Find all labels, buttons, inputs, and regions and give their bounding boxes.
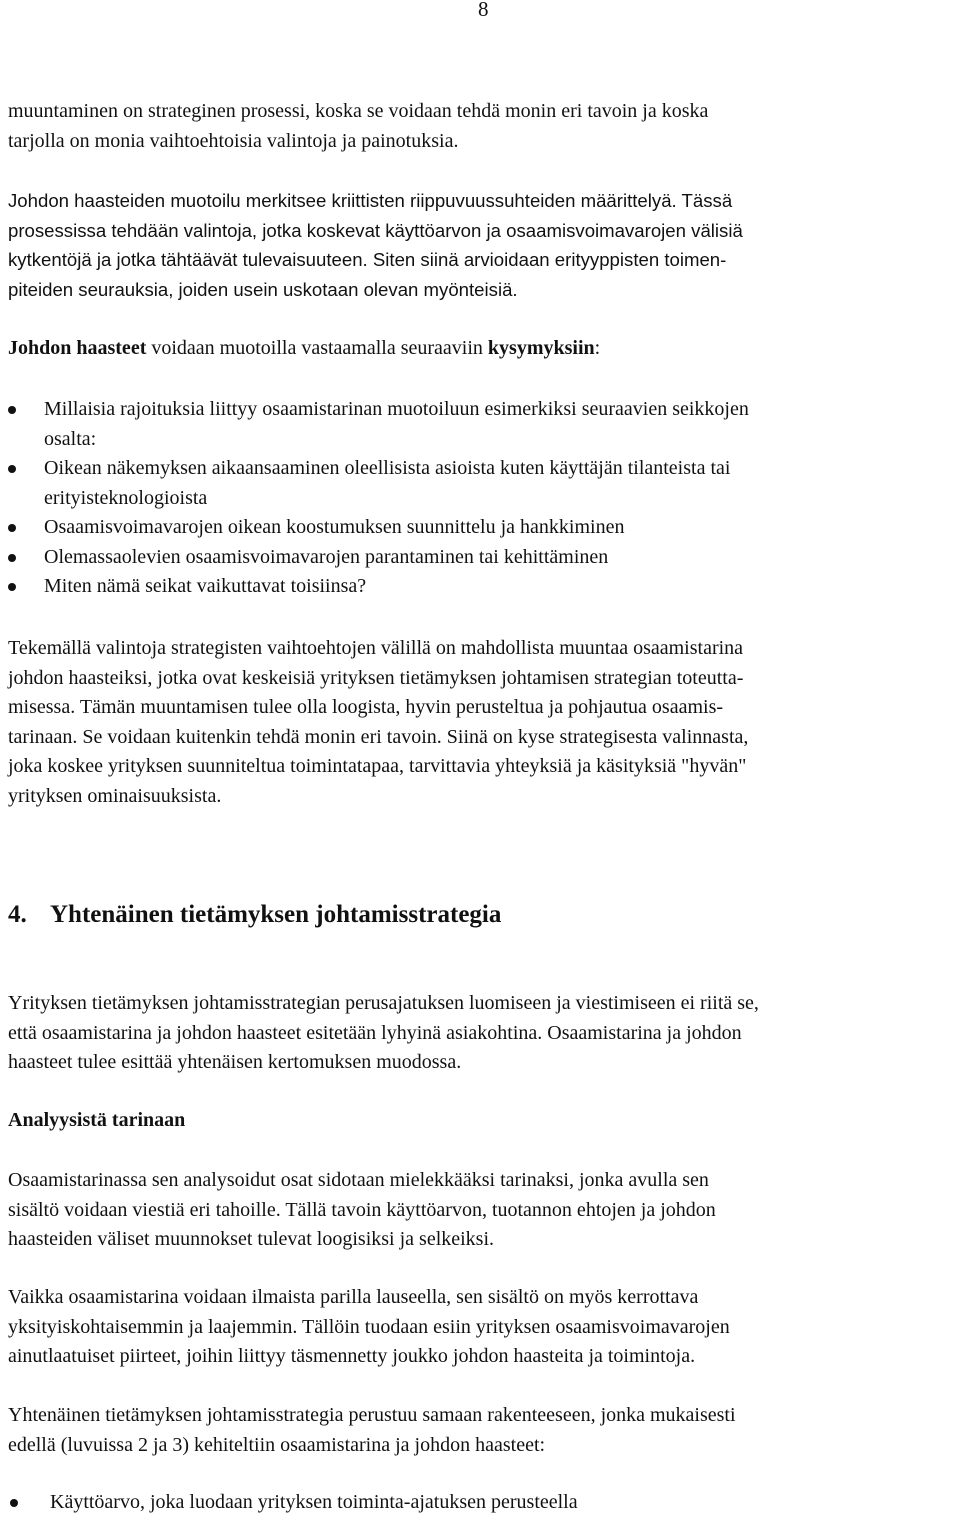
subheading: Analyysistä tarinaan — [8, 1109, 186, 1131]
text-line: joka koskee yrityksen suunniteltua toimintatapaa, tarvittavia yhteyksiä ja käsityksiä "hyvän" — [8, 755, 747, 777]
text-line: haasteiden väliset muunnokset tulevat loogisiksi ja selkeiksi. — [8, 1228, 495, 1250]
intro-paragraph — [8, 97, 958, 156]
questions-intro — [8, 334, 958, 364]
text-line: johdon haasteiksi, jotka ovat keskeisiä yrityksen tietämyksen johtamisen strategian toteutta- — [8, 666, 744, 689]
section-number: 4. — [8, 901, 27, 928]
list-item — [8, 395, 958, 454]
bullet-icon — [8, 406, 16, 414]
text-line: prosessissa tehdään valintoja, jotka koskevat käyttöarvon ja osaamisvoimavarojen välisiä — [8, 219, 743, 241]
text-line: Yrityksen tietämyksen johtamisstrategian perusajatuksen luomiseen ja viestimiseen ei riitä se, — [8, 992, 759, 1014]
text-line: ainutlaatuiset piirteet, joihin liittyy täsmennetty joukko johdon haasteita ja toimintoja. — [8, 1345, 696, 1367]
final-list — [8, 1488, 958, 1518]
page-number: 8 — [478, 0, 489, 21]
text-line: misessa. Tämän muuntamisen tulee olla loogista, hyvin perusteltua ja pohjautua osaamis- — [8, 696, 724, 718]
text-line: Vaikka osaamistarina voidaan ilmaista parilla lauseella, sen sisältö on myös kerrottava — [8, 1286, 699, 1308]
list-item-text: Millaisia rajoituksia liittyy osaamistarinan muotoiluun esimerkiksi seuraavien seikkojen — [44, 398, 749, 420]
text-line: muuntaminen on strateginen prosessi, koska se voidaan tehdä monin eri tavoin ja koska — [8, 100, 709, 122]
bullet-icon — [8, 583, 16, 591]
bullet-icon — [8, 465, 16, 473]
list-item — [8, 572, 958, 602]
text-line: Yhtenäinen tietämyksen johtamisstrategia perustuu samaan rakenteeseen, jonka mukaisesti — [8, 1404, 736, 1426]
text-line: Johdon haasteiden muotoilu merkitsee kriittisten riippuvuussuhteiden määrittelyä. Tässä — [8, 190, 733, 211]
text-line: edellä (luvuissa 2 ja 3) kehiteltiin osaamistarina ja johdon haasteet: — [8, 1433, 546, 1456]
bold-phrase: Johdon haasteet — [8, 337, 147, 359]
questions-list — [8, 395, 958, 602]
list-item — [8, 454, 958, 513]
list-item-text: erityisteknologioista — [44, 486, 208, 509]
list-item-text: Olemassaolevien osaamisvoimavarojen parantaminen tai kehittäminen — [44, 545, 609, 568]
text-line: piteiden seurauksia, joiden usein uskotaan olevan myönteisiä. — [8, 278, 518, 300]
text-line: yksityiskohtaisemmin ja laajemmin. Tällöin tuodaan esiin yrityksen osaamisvoimavarojen — [8, 1315, 730, 1338]
text-line: Tekemällä valintoja strategisten vaihtoehtojen välillä on mahdollista muuntaa osaamistarina — [8, 637, 744, 659]
text-line: tarjolla on monia vaihtoehtoisia valintoja ja painotuksia. — [8, 129, 459, 152]
detail-paragraph — [8, 1283, 958, 1372]
section-heading — [8, 898, 501, 932]
text-line: tarinaan. Se voidaan kuitenkin tehdä monin eri tavoin. Siinä on kyse strategisesta valinnasta, — [8, 725, 749, 748]
section-title: Yhtenäinen tietämyksen johtamisstrategia — [50, 901, 502, 928]
list-item-text: Osaamisvoimavarojen oikean koostumuksen suunnittelu ja hankkiminen — [44, 516, 625, 538]
text-line: sisältö voidaan viestiä eri tahoille. Tällä tavoin käyttöarvon, tuotannon ehtojen ja johdon — [8, 1198, 716, 1221]
text-line: että osaamistarina ja johdon haasteet esitetään lyhyinä asiakohtina. Osaamistarina ja johdon — [8, 1021, 742, 1044]
list-item — [8, 543, 958, 573]
bold-phrase: kysymyksiin — [487, 337, 595, 359]
text-line: haasteet tulee esittää yhtenäisen kertomuksen muodossa. — [8, 1051, 462, 1073]
text-span: voidaan muotoilla vastaamalla seuraaviin — [146, 337, 488, 359]
list-item-text: Miten nämä seikat vaikuttavat toisiinsa? — [44, 575, 367, 597]
text-line: yrityksen ominaisuuksista. — [8, 784, 222, 807]
analysis-paragraph — [8, 1166, 958, 1255]
list-item-text: Oikean näkemyksen aikaansaaminen oleellisista asioista kuten käyttäjän tilanteista tai — [44, 457, 731, 479]
sans-paragraph — [8, 186, 958, 304]
strategy-paragraph — [8, 634, 958, 811]
list-item — [8, 1488, 958, 1518]
text-line: Osaamistarinassa sen analysoidut osat sidotaan mielekkääksi tarinaksi, jonka avulla sen — [8, 1169, 709, 1191]
section-paragraph — [8, 989, 958, 1078]
text-span: : — [594, 337, 601, 359]
bullet-icon — [10, 1499, 18, 1507]
text-line: kytkentöjä ja jotka tähtäävät tulevaisuuteen. Siten siinä arvioidaan erityyppisten toimen- — [8, 249, 727, 270]
list-item-text: Käyttöarvo, joka luodaan yrityksen toiminta-ajatuksen perusteella — [50, 1491, 578, 1513]
list-item-text: osalta: — [44, 427, 97, 450]
bullet-icon — [8, 554, 16, 562]
bullet-icon — [8, 524, 16, 532]
list-item — [8, 513, 958, 543]
structure-paragraph — [8, 1401, 958, 1460]
